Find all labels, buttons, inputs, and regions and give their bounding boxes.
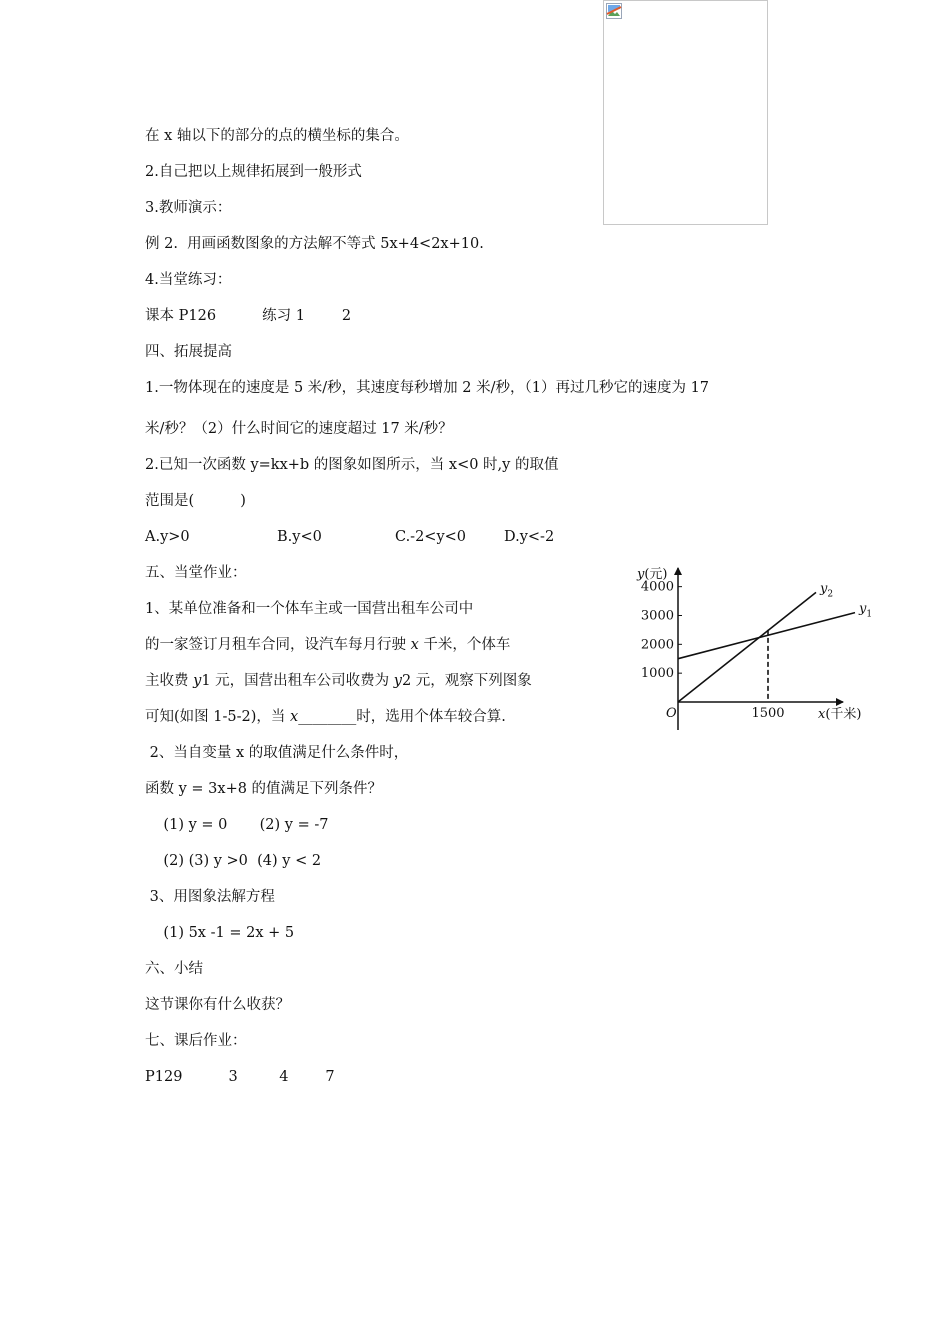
option-c: C.-2<y<0 bbox=[395, 529, 467, 545]
text-span: 主收费 bbox=[145, 673, 194, 689]
problem-line: (1) y = 0 (2) y = -7 bbox=[145, 817, 329, 833]
x-axis-unit: (千米) bbox=[825, 707, 862, 722]
text-span: ________时，选用个体车较合算. bbox=[298, 709, 506, 725]
text-span: 2 元，观察下列图象 bbox=[401, 673, 532, 689]
problem-line: 函数 y = 3x+8 的值满足下列条件？ bbox=[145, 781, 383, 797]
text-line: 4.当堂练习： bbox=[145, 272, 232, 288]
y-tick-label: 2000 bbox=[640, 637, 674, 653]
text-span: 千米，个体车 bbox=[418, 637, 511, 653]
variable-y: y bbox=[393, 673, 402, 689]
broken-image-frame bbox=[603, 0, 768, 225]
problem-line: (2) (3) y >0 (4) y < 2 bbox=[145, 853, 322, 869]
text-line: 这节课你有什么收获？ bbox=[145, 997, 290, 1013]
text-span: 1 元，国营出租车公司收费为 bbox=[201, 673, 394, 689]
series-line-y1 bbox=[678, 613, 855, 659]
example-line: 例 2. 用画函数图象的方法解不等式 5x+4<2x+10. bbox=[145, 236, 484, 252]
problem-line: 范围是( ) bbox=[145, 493, 246, 509]
text-span: 的一家签订月租车合同，设汽车每月行驶 bbox=[145, 637, 411, 653]
section-heading: 五、当堂作业： bbox=[145, 565, 247, 581]
x-tick-label: 1500 bbox=[751, 706, 785, 721]
text-line: 3.教师演示： bbox=[145, 200, 232, 216]
problem-line: 2、当自变量 x 的取值满足什么条件时， bbox=[145, 745, 409, 761]
text-line: 在 x 轴以下的部分的点的横坐标的集合。 bbox=[145, 128, 409, 144]
x-axis-label bbox=[818, 706, 862, 722]
text-span: 可知(如图 1-5-2)，当 bbox=[145, 709, 291, 725]
variable-y: y bbox=[193, 673, 202, 689]
y-axis-label bbox=[636, 567, 668, 582]
series-label-y1: $y_1$ bbox=[859, 601, 873, 620]
y-tick-label: 4000 bbox=[640, 579, 674, 595]
series-line-y2 bbox=[678, 592, 816, 702]
series-label-subscript: 1 bbox=[866, 609, 873, 620]
problem-line bbox=[145, 636, 510, 654]
problem-line: 1、某单位准备和一个体车主或一国营出租车公司中 bbox=[145, 601, 474, 617]
section-heading: 四、拓展提高 bbox=[145, 344, 232, 360]
section-heading: 七、课后作业： bbox=[145, 1033, 247, 1049]
problem-line bbox=[145, 672, 532, 690]
y-tick-label: 1000 bbox=[640, 666, 674, 682]
problem-line: 1.一物体现在的速度是 5 米/秒，其速度每秒增加 2 米/秒，（1）再过几秒它的速度为 17 bbox=[145, 380, 710, 396]
problem-line: 米/秒？（2）什么时间它的速度超过 17 米/秒？ bbox=[145, 421, 453, 437]
series-label-y2: $y_2$ bbox=[820, 581, 834, 600]
problem-line bbox=[145, 708, 506, 726]
text-line: 课本 P126 练习 1 2 bbox=[145, 308, 352, 324]
series-label-subscript: 2 bbox=[827, 589, 834, 600]
option-b: B.y<0 bbox=[277, 529, 322, 545]
broken-image-icon bbox=[606, 3, 622, 19]
y-tick-label: 3000 bbox=[640, 608, 674, 624]
y-axis-variable: y bbox=[637, 567, 645, 582]
variable-x: x bbox=[410, 637, 419, 653]
origin-label: O bbox=[666, 706, 677, 721]
problem-line: (1) 5x -1 = 2x + 5 bbox=[145, 925, 295, 941]
line-chart bbox=[625, 560, 885, 735]
problem-line: 3、用图象法解方程 bbox=[145, 889, 275, 905]
option-a: A.y>0 bbox=[145, 529, 190, 545]
variable-x: x bbox=[290, 709, 299, 725]
section-heading: 六、小结 bbox=[145, 961, 203, 977]
option-d: D.y<-2 bbox=[504, 529, 555, 545]
problem-line: 2.已知一次函数 y=kx+b 的图象如图所示，当 x<0 时,y 的取值 bbox=[145, 457, 559, 473]
text-line: 2.自己把以上规律拓展到一般形式 bbox=[145, 164, 362, 180]
y-axis-unit: (元) bbox=[644, 567, 668, 582]
x-axis-variable: x bbox=[818, 707, 826, 722]
text-line: P129 3 4 7 bbox=[145, 1069, 335, 1085]
